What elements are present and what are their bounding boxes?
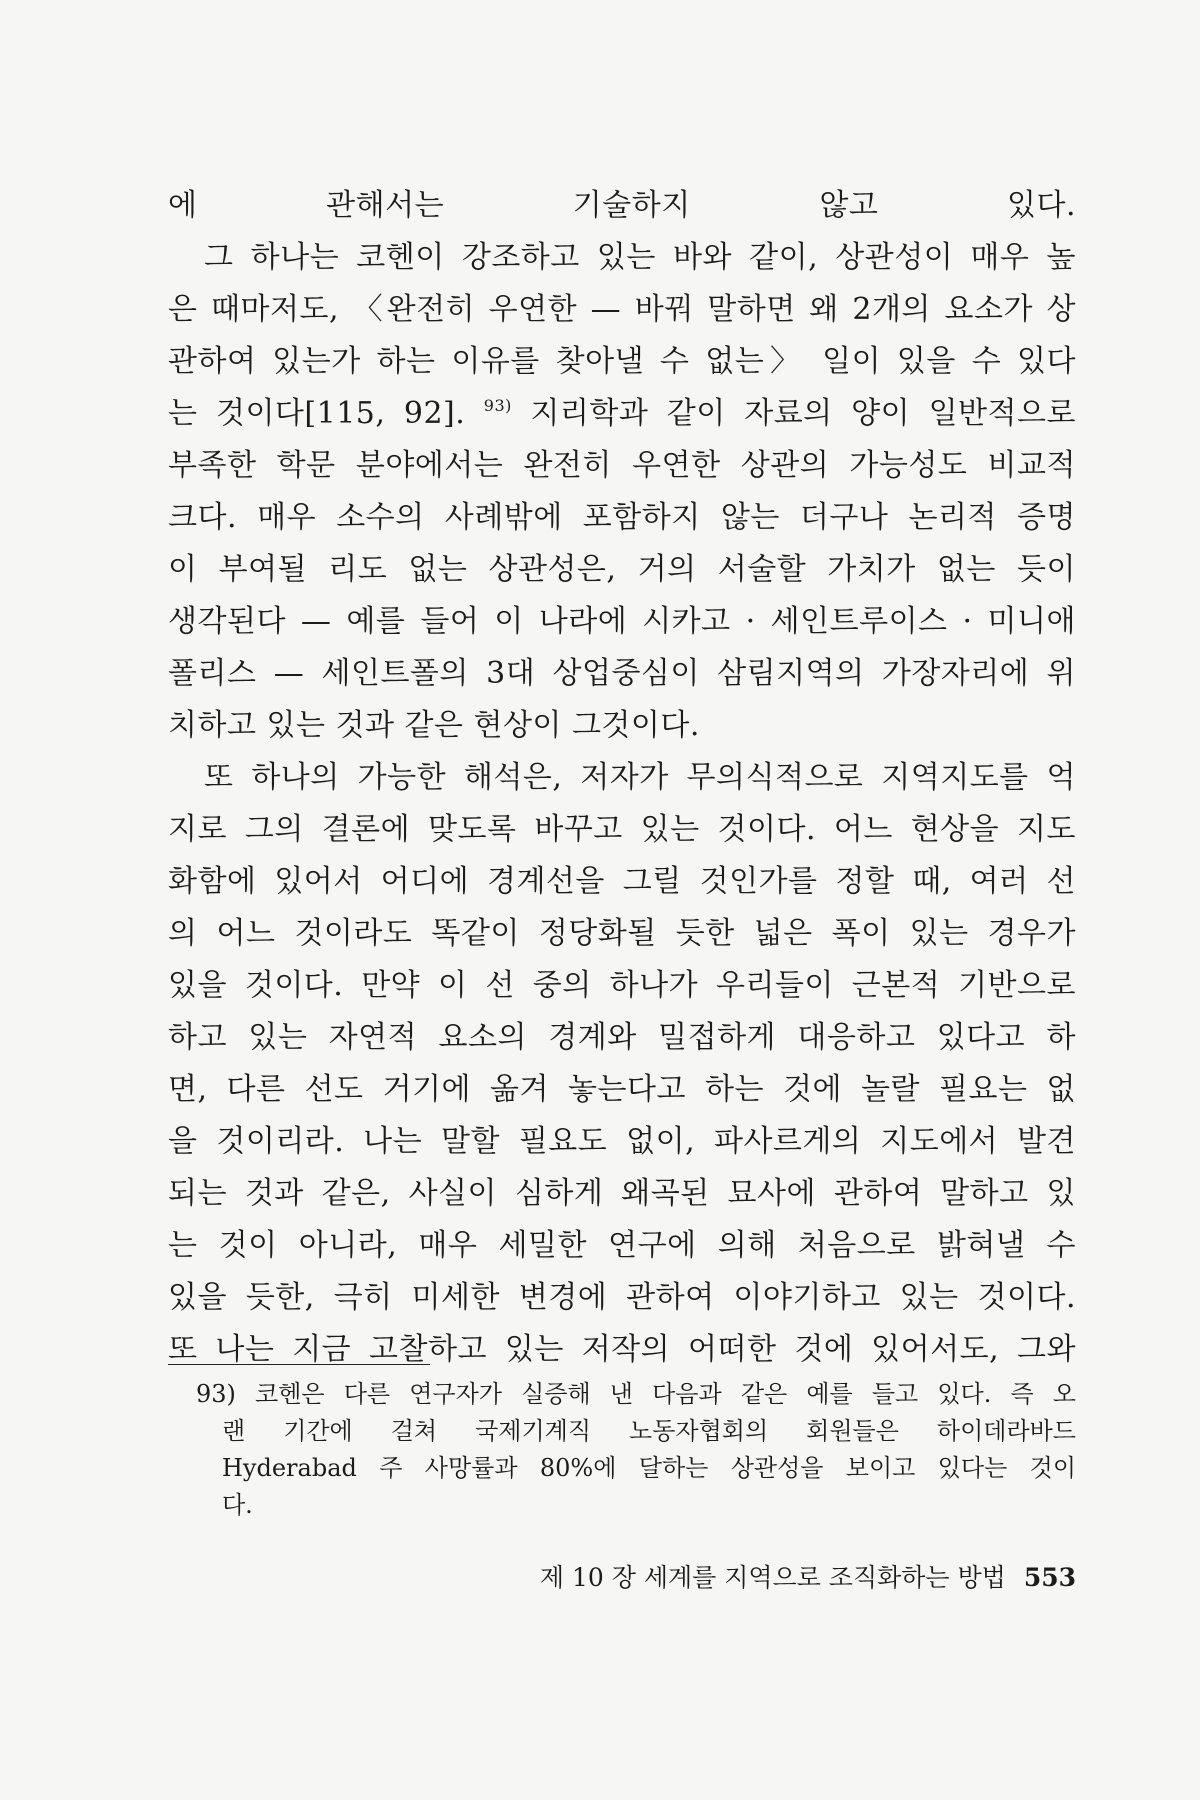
footnote-divider — [168, 1364, 430, 1365]
body-line: 의 어느 것이라도 똑같이 정당화될 듯한 넓은 폭이 있는 경우가 — [168, 916, 1076, 951]
body-line-part: 지리학과 같이 자료의 양이 일반적으로 — [530, 396, 1076, 431]
body-line-with-footnote — [168, 388, 1076, 440]
body-line: 화함에 있어서 어디에 경계선을 그릴 것인가를 정할 때, 여러 선 — [168, 864, 1076, 899]
body-line: 면, 다른 선도 거기에 옮겨 놓는다고 하는 것에 놀랄 필요는 없 — [168, 1072, 1076, 1107]
body-line: 지로 그의 결론에 맞도록 바꾸고 있는 것이다. 어느 현상을 지도 — [168, 812, 1076, 847]
body-line: 는 것이 아니라, 매우 세밀한 연구에 의해 처음으로 밝혀낼 수 — [168, 1228, 1076, 1263]
footnote-marker: 93) — [196, 1380, 236, 1408]
body-line: 부족한 학문 분야에서는 완전히 우연한 상관의 가능성도 비교적 — [168, 448, 1076, 483]
body-line: 있을 듯한, 극히 미세한 변경에 관하여 이야기하고 있는 것이다. — [168, 1280, 1076, 1315]
body-line-part: 는 것이다[115, 92]. — [168, 396, 466, 431]
body-line: 있을 것이다. 만약 이 선 중의 하나가 우리들이 근본적 기반으로 — [168, 968, 1076, 1003]
body-line: 생각된다 — 예를 들어 이 나라에 시카고 · 세인트루이스 · 미니애 — [168, 604, 1076, 639]
body-line: 은 때마저도, 〈완전히 우연한 — 바꿔 말하면 왜 2개의 요소가 상 — [168, 292, 1076, 327]
page-number: 553 — [1023, 1563, 1076, 1592]
body-line: 되는 것과 같은, 사실이 심하게 왜곡된 묘사에 관하여 말하고 있 — [168, 1176, 1076, 1211]
body-line: 또 하나의 가능한 해석은, 저자가 무의식적으로 지역지도를 억 — [204, 760, 1076, 795]
body-line: 이 부여될 리도 없는 상관성은, 거의 서술할 가치가 없는 듯이 — [168, 552, 1076, 587]
body-line: 치하고 있는 것과 같은 현상이 그것이다. — [168, 708, 700, 743]
body-line: 에 관해서는 기술하지 않고 있다. — [168, 188, 1076, 223]
footnote-line — [196, 1376, 1076, 1413]
body-line: 관하여 있는가 하는 이유를 찾아낼 수 없는〉 일이 있을 수 있다 — [168, 344, 1076, 379]
body-text — [168, 180, 1076, 1376]
footnote-line: 다. — [222, 1491, 253, 1519]
footnote-text: 코헨은 다른 연구자가 실증해 낸 다음과 같은 예를 들고 있다. 즉 오 — [255, 1380, 1076, 1408]
footnote — [196, 1376, 1076, 1524]
body-line: 하고 있는 자연적 요소의 경계와 밀접하게 대응하고 있다고 하 — [168, 1020, 1076, 1055]
body-line: 그 하나는 코헨이 강조하고 있는 바와 같이, 상관성이 매우 높 — [204, 240, 1076, 275]
body-line: 을 것이리라. 나는 말할 필요도 없이, 파사르게의 지도에서 발견 — [168, 1124, 1076, 1159]
footnote-reference: 93) — [483, 396, 512, 415]
chapter-title: 제 10 장 세계를 지역으로 조직화하는 방법 — [539, 1563, 1006, 1592]
footnote-line: 랜 기간에 걸쳐 국제기계직 노동자협회의 회원들은 하이데라바드 — [222, 1417, 1076, 1445]
running-footer — [476, 1560, 1076, 1596]
body-line: 폴리스 — 세인트폴의 3대 상업중심이 삼림지역의 가장자리에 위 — [168, 656, 1076, 691]
body-line: 크다. 매우 소수의 사례밖에 포함하지 않는 더구나 논리적 증명 — [168, 500, 1076, 535]
body-line: 또 나는 지금 고찰하고 있는 저작의 어떠한 것에 있어서도, 그와 — [168, 1332, 1076, 1367]
footnote-line: Hyderabad 주 사망률과 80%에 달하는 상관성을 보이고 있다는 것이 — [222, 1454, 1076, 1482]
